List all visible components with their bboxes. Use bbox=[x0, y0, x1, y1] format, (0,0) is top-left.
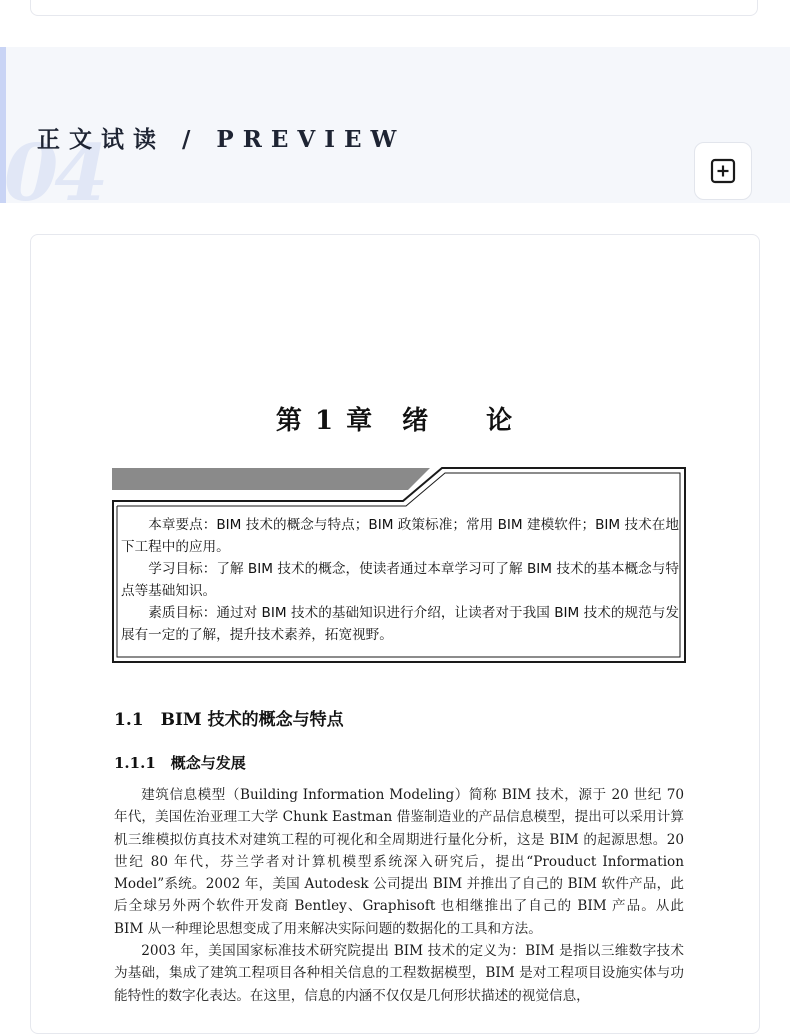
section-number: 04 bbox=[4, 128, 105, 219]
expand-preview-button[interactable] bbox=[694, 142, 752, 200]
section-title: 正文试读 / PREVIEW bbox=[37, 126, 406, 153]
preview-section-header bbox=[0, 47, 790, 219]
chapter-title: 第 1 章 绪 论 bbox=[275, 406, 515, 436]
previous-content-card bbox=[30, 0, 758, 16]
quality-goals-text: 素质目标：通过对 BIM 技术的基础知识进行介绍，让读者对于我国 BIM 技术的规范与发展有一定的了解，提升技术素养，拓宽视野。 bbox=[121, 605, 679, 643]
learning-goals-text: 学习目标：了解 BIM 技术的概念，使读者通过本章学习可了解 BIM 技术的基本概念与特点等基础知识。 bbox=[121, 561, 679, 599]
key-points-text: 本章要点：BIM 技术的概念与特点；BIM 政策标准；常用 BIM 建模软件；BIM 技术在地下工程中的应用。 bbox=[121, 517, 679, 555]
chapter-summary bbox=[121, 514, 679, 646]
body-text bbox=[114, 784, 684, 1007]
section-heading-1-1: 1.1 BIM 技术的概念与特点 bbox=[114, 710, 344, 730]
subsection-heading-1-1-1: 1.1.1 概念与发展 bbox=[114, 754, 246, 772]
paragraph: 2003 年，美国国家标准技术研究院提出 BIM 技术的定义为：BIM 是指以三维数字技术为基础，集成了建筑工程项目各种相关信息的工程数据模型，BIM 是对工程项目设施实体与功能特性的数字化表达。在这里，信息的内涵不仅仅是几何形状描述的视觉信息， bbox=[114, 943, 684, 1004]
plus-square-icon bbox=[710, 158, 736, 184]
paragraph: 建筑信息模型（Building Information Modeling）简称 BIM 技术，源于 20 世纪 70 年代，美国佐治亚理工大学 Chunk Eastman 借鉴制造业的产品信息模型，提出可以采用计算机三维模拟仿真技术对建筑工程的可视化和全周期进行量化分析，这是 BIM 的起源思想。20 世纪 80 年代，芬兰学者对计算机模型系统深入研究后，提出“Prouduct Information Model”系统。2002 年，美国 Autodesk 公司提出 BIM 并推出了自己的 BIM 软件产品，此后全球另外两个软件开发商 Bentley、Graphisoft 也相继推出了自己的 BIM 产品。从此 BIM 从一种理论思想变成了用来解决实际问题的数据化的工具和方法。 bbox=[114, 787, 684, 937]
